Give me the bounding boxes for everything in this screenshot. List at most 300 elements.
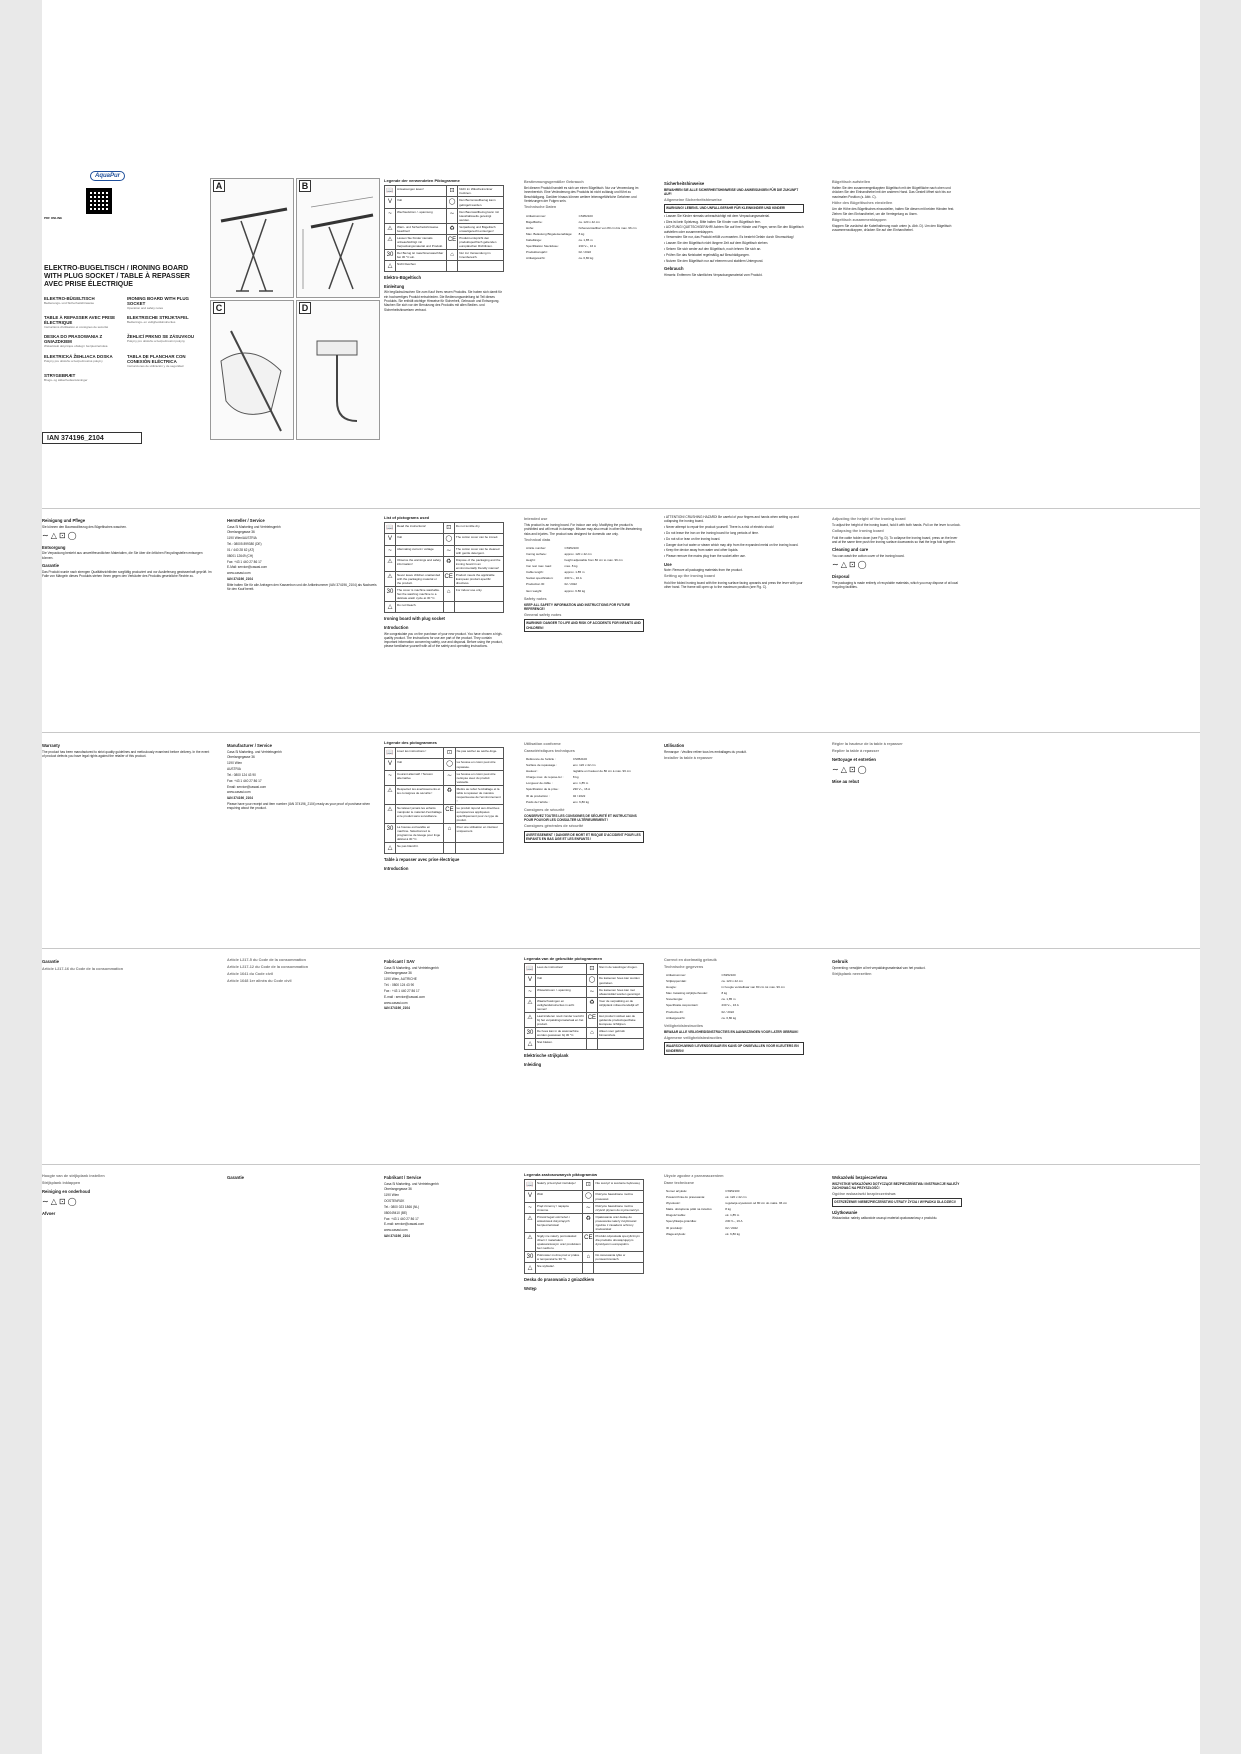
tech-table bbox=[524, 755, 644, 805]
text-line: Voer de verpakking en de strijkplank milieuvriendelijk af! bbox=[598, 997, 644, 1012]
text-line: Der Bezug ist maschinenwaschbar bei 30 °C ein. bbox=[396, 249, 447, 260]
legend-title: Legenda van de gebruikte pictogrammen bbox=[524, 956, 603, 961]
legend-title: Légende des pictogrammes bbox=[384, 740, 437, 745]
text-line: ok. 6,80 kg bbox=[725, 1231, 740, 1236]
qr-code-icon[interactable] bbox=[86, 188, 112, 214]
text-line: 02 / 2022 bbox=[564, 582, 577, 587]
figure-b bbox=[296, 178, 380, 298]
text-line: Read the instructions! bbox=[396, 523, 444, 534]
legend-row bbox=[385, 785, 504, 804]
text-line: Productie-ID: bbox=[666, 1009, 684, 1014]
lang-item-cz bbox=[127, 334, 204, 350]
house-icon: ⌂ bbox=[583, 1252, 594, 1263]
warranty-text: The product has been manufactured to strict quality guidelines and meticulously examined before delivery. In the event of product defects you have legal rights against the retailer of this product. bbox=[42, 749, 210, 758]
legend-row bbox=[385, 523, 504, 534]
text-line: Instructions d'utilisation et consignes de sécurité bbox=[44, 325, 109, 330]
text-line: Wskazówki dotyczące obsługi i bezpieczeństwa bbox=[44, 344, 108, 349]
text-line: • Prüfen Sie das Netzkabel regelmäßig auf Beschädigungen. bbox=[664, 253, 804, 257]
text-line: Casa Si Marketing und Vertriebsgmbh bbox=[227, 524, 281, 529]
safety-warning: AVERTISSEMENT ! DANGER DE MORT ET RISQUE D'ACCIDENT POUR LES ENFANTS EN BAS ÂGE ET LES ENFANTS ! bbox=[524, 831, 644, 844]
text-line: Instrucciones de utilización y de seguridad bbox=[127, 363, 184, 368]
iron-icon: ◯ bbox=[583, 1191, 594, 1202]
ian-number: IAN 374196_2104 bbox=[42, 432, 142, 444]
text-line: 1190 Wien bbox=[384, 1193, 400, 1198]
warning-icon: ⚠ bbox=[525, 997, 536, 1012]
text-line: Lassen Sie Kinder niemals unbeaufsichtigt mit Verpackungsmaterial und Produkt. bbox=[396, 234, 447, 249]
text-line: Lisez les instructions ! bbox=[396, 748, 444, 759]
text-line: Email: service@casasi.com bbox=[227, 784, 267, 789]
section-title: Table à repasser avec prise électrique bbox=[384, 857, 460, 863]
cover-title-block bbox=[44, 265, 204, 293]
ac-icon: ~ bbox=[385, 545, 396, 556]
child-warning-icon: ⚠ bbox=[385, 234, 396, 249]
text-line: Volt bbox=[396, 534, 444, 545]
ironing-board-drawing-icon bbox=[211, 179, 295, 299]
service-title: Hersteller / Service bbox=[227, 518, 265, 523]
text-line: réglable en hauteur de 80 cm à max. 96 cm bbox=[572, 769, 631, 774]
text-line: Article 1641 du Code civil bbox=[227, 972, 274, 977]
care-column-nl bbox=[42, 1172, 212, 1412]
wash-30-icon: 30 bbox=[525, 1252, 536, 1263]
volt-icon: V bbox=[385, 534, 396, 545]
care-column-fr bbox=[832, 740, 962, 940]
disposal-title: Mise au rebut bbox=[832, 778, 859, 784]
disposal-title: Disposal bbox=[832, 573, 850, 579]
legend-en bbox=[384, 515, 504, 725]
text-line: Tel.: 08005 899380 (DE) bbox=[227, 542, 262, 547]
tech-title: Technische Daten bbox=[524, 205, 557, 210]
legend-row bbox=[385, 586, 504, 601]
text-line: E-mail : service@casasi.com bbox=[384, 994, 425, 999]
use-note: Wskazówka: należy całkowicie usunąć materiał opakowaniowy z produktu. bbox=[832, 1216, 938, 1221]
text-line: 230 V~, 16 A bbox=[725, 1219, 743, 1224]
text-line: env. 6,80 kg bbox=[572, 799, 589, 804]
qr-caption-text: PDF ONLINE bbox=[44, 216, 63, 220]
text-line: Snoerlengte: bbox=[666, 997, 684, 1002]
text-line: Operation and safety notes bbox=[127, 306, 164, 311]
service-title: Fabricant / SAV bbox=[384, 959, 415, 964]
no-tumble-dry-icon: ⊡ bbox=[848, 764, 856, 774]
ce-mark-icon: CE bbox=[444, 804, 455, 823]
height-text: Um die Höhe des Bügeltisches einzustellen, halten Sie diesen mit beiden Händen fest. Ziehen Sie den Einhandhebel, um die Verriegelung zu lösen. bbox=[832, 207, 955, 216]
tech-title: Caractéristiques techniques bbox=[524, 749, 575, 754]
row-divider bbox=[42, 732, 1200, 733]
text-line: height adjustable from 80 cm to max. 96 cm bbox=[564, 558, 623, 563]
warranty-title: Warranty bbox=[42, 743, 60, 748]
child-warning-icon: ⚠ bbox=[525, 1012, 536, 1027]
setup-title: Installer la table à repasser bbox=[664, 755, 713, 760]
legend-row bbox=[385, 843, 504, 854]
legend-row bbox=[525, 1039, 644, 1050]
legend-table bbox=[524, 1179, 644, 1274]
text-line: Poids de l'article : bbox=[526, 799, 550, 804]
text-line: Cable length: bbox=[526, 570, 544, 575]
text-line: • Danger due hot water or steam which may drip from the expanded metal on the ironing board. bbox=[664, 543, 804, 547]
safety-title: Sicherheitshinweise bbox=[664, 181, 705, 186]
text-line: De hoes kan in de wasmachine worden gewassen bij 30 °C. bbox=[536, 1027, 587, 1038]
text-line: Height: bbox=[526, 558, 536, 563]
ian-short: IAN 374196_2104 bbox=[384, 1233, 410, 1238]
height-title: Hoogte van de strijkplank instellen bbox=[42, 1174, 105, 1178]
text-line: 1190 Wien bbox=[227, 761, 243, 766]
legend-row bbox=[525, 1263, 644, 1274]
lang-item-pl bbox=[44, 334, 121, 350]
safety-title: Safety notes bbox=[524, 596, 547, 601]
text-line: Wisselstroom / -spanning bbox=[536, 986, 587, 997]
text-line: Pokrycie bawełniane można prasować. bbox=[594, 1191, 644, 1202]
height-text: To adjust the height of the ironing board, hold it with both hands. Pull on the lever to unlock. bbox=[832, 523, 961, 528]
iron-icon: ◯ bbox=[443, 534, 454, 545]
no-tumble-dry-icon: ⊡ bbox=[586, 964, 597, 975]
text-line: • ATTENTION! CRUSHING HAZARD! Be careful of your fingers and hands when setting up and collapsing the ironing board. bbox=[664, 515, 804, 524]
text-line: Waga artykułu: bbox=[666, 1231, 686, 1236]
text-line: IRONING BOARD WITH PLUG SOCKET bbox=[127, 296, 189, 307]
legend-table bbox=[524, 963, 644, 1050]
house-icon: ⌂ bbox=[444, 824, 455, 843]
intro-title: Introduction bbox=[384, 624, 409, 630]
ce-mark-icon: CE bbox=[443, 571, 454, 586]
service-title: Manufacturer / Service bbox=[227, 743, 272, 748]
qr-caption bbox=[42, 216, 72, 224]
text-line: 01 / 440 28 62 (AT) bbox=[227, 547, 255, 552]
text-line: Nigdy nie należy pozostawiać dzieci z materiałem opakowaniowym oraz produktem bez nadzoru. bbox=[537, 1233, 581, 1250]
tech-title: Technical data bbox=[524, 538, 551, 543]
service-column-nl bbox=[384, 1172, 504, 1412]
instruction-sheet bbox=[42, 0, 1200, 1754]
legend-row bbox=[525, 1202, 644, 1213]
care-title: Nettoyage et entretien bbox=[832, 757, 876, 763]
legend-row bbox=[385, 824, 504, 843]
text-line: Le produit répond aux directives européennes appliquées spécifiquement pour ce type de produit. bbox=[455, 804, 503, 823]
legend-row bbox=[385, 804, 504, 823]
legend-row bbox=[385, 545, 504, 556]
text-line: Specyfikacja gniazdka: bbox=[666, 1219, 697, 1224]
text-line: Wolt bbox=[536, 1191, 583, 1202]
text-line: Nie wybielać. bbox=[536, 1263, 583, 1274]
safety-keep: BEWAAR ALLE VEILIGHEIDSINSTRUCTIES EN AANWIJZINGEN VOOR LATER GEBRUIK! bbox=[664, 1029, 799, 1034]
setup-column-de bbox=[832, 178, 962, 498]
text-line: Niet bleken. bbox=[536, 1039, 587, 1050]
tech-table bbox=[664, 971, 804, 1021]
text-line: Wechselstrom / -spannung bbox=[396, 208, 447, 223]
row-divider bbox=[42, 948, 1200, 949]
figure-d bbox=[296, 300, 380, 440]
ce-mark-icon: CE bbox=[446, 234, 457, 249]
figure-a-label: A bbox=[213, 180, 225, 192]
text-line: La housse est lavable en machine. Sélectionnez le programme de lavage pour linge délicat à 30 °C. bbox=[396, 824, 444, 843]
ian-short: IAN 374196_2104 bbox=[227, 796, 253, 801]
text-line: ŽEHLICÍ PRKNO SE ZÁSUVKOU bbox=[127, 334, 195, 340]
legend-row bbox=[385, 208, 504, 223]
legend-row bbox=[525, 1180, 644, 1191]
text-line: Do stosowania tylko w pomieszczeniach. bbox=[594, 1252, 644, 1263]
text-line: Pokyny pre obsluhu a bezpečnostné pokyny bbox=[44, 358, 103, 363]
setup-text: Hold the folded ironing board with the ironing surface facing upwards and press the lever with your other hand. The frame will open up to the maximum position (see Fig. C). bbox=[664, 580, 803, 589]
height-title: Höhe des Bügeltisches einstellen bbox=[832, 201, 893, 206]
clean-text: Sie können den Baumwollbezug des Bügeltisches waschen. bbox=[42, 524, 127, 529]
house-icon: ⌂ bbox=[586, 1027, 597, 1038]
text-line: Lees de instructies! bbox=[536, 964, 587, 975]
text-line: Hauteur : bbox=[526, 769, 539, 774]
use-title: Utilisation bbox=[664, 743, 685, 748]
text-line: Oberlangegasse 36 bbox=[227, 755, 255, 760]
text-line: approx. 1.85 m bbox=[564, 570, 585, 575]
service-title: Fabrikant / Service bbox=[384, 1175, 422, 1180]
text-line: ca. 1,85 m bbox=[721, 997, 736, 1002]
text-line: • Dies ist kein Spielzeug. Bitte halten Sie Kinder vom Bügeltisch fern. bbox=[664, 220, 804, 224]
legend-row bbox=[385, 571, 504, 586]
text-line: Nicht bleichen bbox=[396, 261, 447, 272]
text-line: ca. 120 x 42 cm bbox=[578, 219, 600, 224]
text-line: Ne pas blanchir. bbox=[396, 843, 444, 854]
legend-row bbox=[525, 1027, 644, 1038]
text-line: Przestrzegać ostrzeżeń i wskazówek dotyczących bezpieczeństwa! bbox=[536, 1213, 583, 1232]
no-tumble-dry-icon: ⊡ bbox=[443, 523, 454, 534]
safety-column-en bbox=[664, 515, 804, 725]
text-line: Długość kabla: bbox=[666, 1213, 686, 1218]
wash-icon: ∼ bbox=[832, 560, 839, 570]
safety-general: Algemene veiligheidsinstructies bbox=[664, 1036, 723, 1041]
cover-title: ELEKTRO-BÜGELTISCH / IRONING BOARD WITH PLUG SOCKET / TABLE À REPASSER AVEC PRISE ÉLECTRIQUE bbox=[44, 265, 190, 289]
volt-icon: V bbox=[385, 759, 396, 770]
service-column-de bbox=[227, 515, 377, 725]
text-line: Fax: +43 1 440 27 86 17 bbox=[384, 1216, 419, 1221]
text-line: For indoor use only. bbox=[454, 586, 503, 601]
safety-keep: KEEP ALL SAFETY INFORMATION AND INSTRUCTIONS FOR FUTURE REFERENCE! bbox=[524, 602, 630, 611]
section-title: Ironing board with plug socket bbox=[384, 616, 445, 622]
text-line: Volt bbox=[536, 975, 587, 986]
recycle-icon: ♻ bbox=[446, 223, 457, 234]
care-symbols bbox=[42, 531, 212, 542]
no-bleach-icon: △ bbox=[385, 602, 396, 613]
text-line: 08001 12649 (CH) bbox=[227, 553, 254, 558]
tech-title: Dane techniczne bbox=[664, 1181, 694, 1186]
text-line: CS952100 bbox=[564, 546, 579, 551]
text-line: Alternating current / voltage bbox=[396, 545, 444, 556]
intro-title: Introduction bbox=[384, 866, 409, 872]
legend-row bbox=[525, 986, 644, 997]
iron-icon: ◯ bbox=[67, 1196, 77, 1206]
text-line: Artikelgewicht: bbox=[526, 255, 546, 260]
warning-icon: ⚠ bbox=[385, 785, 396, 804]
text-line: env. 1,85 m bbox=[572, 781, 589, 786]
text-line: Référence de l'article : bbox=[526, 757, 556, 762]
text-line: Do not bleach. bbox=[396, 602, 444, 613]
text-line: Mettre au rebut l'emballage et la table à repasser de manière respectueuse de l'environnement ! bbox=[455, 785, 503, 804]
clean-title: Reinigung und Pflege bbox=[42, 518, 86, 523]
text-line: • Do not sit or lean on the ironing board. bbox=[664, 537, 804, 541]
text-line: ca. 6,80 kg bbox=[578, 255, 594, 260]
lang-item-de bbox=[44, 296, 121, 312]
text-line: www.casasi.com bbox=[227, 571, 251, 576]
tech-title: Technische gegevens bbox=[664, 965, 704, 970]
text-line: Produkt odpowiada specyficznym dla produktu obowiązującym dyrektywom europejskim. bbox=[594, 1232, 644, 1251]
safety-keep: WSZYSTKIE WSKAZÓWKI DOTYCZĄCE BEZPIECZEŃSTWA I INSTRUKCJE NALEŻY ZACHOWAĆ NA PRZYSZŁOŚĆ! bbox=[832, 1181, 960, 1190]
wash-30-icon: 30 bbox=[525, 1027, 536, 1038]
text-line: Oberlangegasse 36 bbox=[384, 1187, 412, 1192]
safety-general: Ogólne wskazówki bezpieczeństwa bbox=[832, 1192, 896, 1197]
child-warning-icon: ⚠ bbox=[385, 804, 396, 823]
text-line: Socket specification: bbox=[526, 576, 554, 581]
text-line: Article L217-5 du Code de la consommation bbox=[227, 958, 306, 962]
ac-icon: ~ bbox=[525, 1202, 536, 1213]
text-line: • Setzen Sie sich weder auf den Bügeltisch, noch lehnen Sie sich an. bbox=[664, 247, 804, 251]
section-title: Elektrische strijkplank bbox=[524, 1053, 569, 1059]
legend-title: Legende der verwendeten Piktogramme bbox=[384, 178, 460, 183]
text-line: 02 / 2022 bbox=[572, 793, 586, 798]
legend-row bbox=[525, 1232, 644, 1251]
safety-warning: WAARSCHUWING! LEVENSGEVAAR EN KANS OP ONGEVALLEN VOOR KLEUTERS EN KINDEREN! bbox=[664, 1042, 804, 1055]
purpose-title: Bestimmungsgemäßer Gebrauch bbox=[524, 180, 584, 184]
text-line: Respectez les avertissements et les consignes de sécurité ! bbox=[396, 785, 444, 804]
text-line: Prąd zmienny / napięcie zmienne bbox=[536, 1202, 583, 1213]
text-line: Produktionsjahr: bbox=[526, 249, 548, 254]
text-line: 1190 Wien, AUTRICHE bbox=[384, 977, 417, 982]
text-line: Laat kinderen nooit zonder toezicht bij het verpakkingsmateriaal en het product. bbox=[536, 1012, 587, 1027]
lang-item-fr bbox=[44, 315, 121, 331]
text-line: Produkt entspricht den produktspezifisch geltenden europäischen Richtlinien. bbox=[458, 234, 504, 249]
text-line: • Never attempt to repair the product yourself. There is a risk of electric shock! bbox=[664, 525, 804, 529]
text-line: Casa Si Marketing- und Vertriebsgmbh bbox=[384, 965, 439, 970]
legend-row bbox=[385, 197, 504, 208]
section-title: Elektro-Bügeltisch bbox=[384, 275, 421, 281]
text-line: Article number: bbox=[526, 546, 547, 551]
text-line: • Lassen Sie Kinder niemals unbeaufsichtigt mit dem Verpackungsmaterial. bbox=[664, 214, 804, 218]
ian-note: Please have your receipt and item number (IAN 374196_2104) ready as your proof of purchase when enquiring about the product. bbox=[227, 801, 370, 811]
use-title: Gebrauch bbox=[664, 266, 684, 272]
service-column-en bbox=[227, 740, 377, 940]
wash-icon: ∼ bbox=[42, 530, 49, 540]
text-line: 02 / 2022 bbox=[578, 249, 592, 254]
intro-title: Wstęp bbox=[524, 1285, 537, 1291]
safety-warning: WARNUNG! LEBENS- UND UNFALLGEFAHR FÜR KLEINKINDER UND KINDER! bbox=[664, 204, 804, 212]
lang-item-en bbox=[127, 296, 204, 312]
disposal-title: Afvoer bbox=[42, 1210, 56, 1216]
text-line: Alleen voor gebruik binnenshuis. bbox=[598, 1027, 644, 1038]
text-line: Longueur de câble : bbox=[526, 781, 553, 786]
text-line: • Do not leave the iron on the ironing board for long periods of time. bbox=[664, 531, 804, 535]
legend-row bbox=[525, 1213, 644, 1232]
legend-row bbox=[525, 1191, 644, 1202]
legend-row bbox=[385, 748, 504, 759]
brand-logo: AquaPur bbox=[90, 171, 125, 181]
use-title: Użytkowanie bbox=[832, 1209, 858, 1215]
text-line: Ironing surface: bbox=[526, 552, 547, 557]
text-line: Anweisungen lesen! bbox=[396, 186, 447, 197]
legend-table bbox=[384, 747, 504, 854]
book-icon: 📖 bbox=[525, 964, 536, 975]
legend-row bbox=[385, 770, 504, 785]
wash-icon: ∼ bbox=[586, 986, 597, 997]
text-line: • Please remove the mains plug from the socket after use. bbox=[664, 554, 804, 558]
text-line: The cover is machine washable. Set the washing machine to a delicate wash cycle at 30 °C. bbox=[396, 586, 444, 601]
text-line: DESKA DO PRASOWANIA Z GNIAZDKIEM bbox=[44, 334, 103, 345]
text-line: 230 V~, 16 A bbox=[564, 576, 582, 581]
text-line: Artikelnummer: bbox=[666, 973, 687, 978]
text-line: E-Mail: service@casasi.com bbox=[227, 565, 268, 570]
no-bleach-icon: △ bbox=[50, 530, 57, 540]
text-line: ca. 120 x 42 cm bbox=[721, 979, 743, 984]
iron-icon: ◯ bbox=[857, 560, 867, 570]
safety-column-de bbox=[664, 178, 804, 498]
text-line: AUSTRIA bbox=[227, 767, 241, 772]
legend-row bbox=[385, 249, 504, 260]
legend-table bbox=[384, 185, 504, 272]
text-line: Brugs- og sikkerhedsanvisninger bbox=[44, 377, 88, 382]
wash-icon: ∼ bbox=[446, 208, 457, 223]
figure-c bbox=[210, 300, 294, 440]
tech-table bbox=[664, 1187, 804, 1237]
text-line: approx. 6.80 kg bbox=[564, 588, 586, 593]
text-line: ELEKTRO-BÜGELTISCH bbox=[44, 296, 95, 301]
text-line: max. 8 kg bbox=[564, 564, 578, 569]
text-line: Tel.: 0800 124 43 90 bbox=[227, 772, 256, 777]
no-tumble-dry-icon: ⊡ bbox=[848, 560, 856, 570]
legend-row bbox=[385, 759, 504, 770]
text-line: Bedienings- en veiligheidsinstructies bbox=[127, 320, 176, 325]
articles-column-fr bbox=[227, 956, 377, 1156]
collapse-text: Fold the cable holder down (see Fig. D). To collapse the ironing board, press on the lever and at the same time push the ironing surface downwards so that the legs fold together. bbox=[832, 535, 958, 544]
text-line: Spécification de la prise : bbox=[526, 787, 560, 792]
legend-row bbox=[525, 975, 644, 986]
text-line: Volt bbox=[396, 759, 444, 770]
text-line: 8 kg bbox=[572, 775, 579, 780]
care-symbols bbox=[42, 1197, 212, 1208]
section-title: Deska do prasowania z gniazdkiem bbox=[524, 1277, 595, 1283]
purpose-column-nl bbox=[664, 956, 804, 1156]
no-bleach-icon: △ bbox=[525, 1039, 536, 1050]
text-line: Ne pas sécher au sèche-linge. bbox=[455, 748, 503, 759]
care-text: You can wash the cotton cover of the ironing board. bbox=[832, 553, 905, 558]
text-line: Article L217-12 du Code de la consommation bbox=[227, 965, 309, 970]
purpose-title: Użycie zgodne z przeznaczeniem bbox=[664, 1174, 724, 1178]
purpose-column-en bbox=[524, 515, 644, 725]
care-symbols bbox=[832, 560, 962, 571]
no-bleach-icon: △ bbox=[840, 560, 847, 570]
text-line: Specificatie stopcontact: bbox=[666, 1003, 699, 1008]
text-line: env. 120 x 42 cm bbox=[572, 763, 596, 768]
volt-icon: V bbox=[385, 197, 396, 208]
warranty-text: Das Produkt wurde nach strengen Qualitätsrichtlinien sorgfältig produziert und vor Auslieferung gewissenhaft geprüft. Im Falle von Mängeln dieses Produkts stehen Ihnen gegen den Verkäufer des Produkts gesetzliche Rechte zu. bbox=[42, 569, 212, 579]
text-line: 02 / 2022 bbox=[725, 1225, 738, 1230]
text-line: Pour une utilisation en intérieur uniquement. bbox=[455, 824, 503, 843]
text-line: Verpackung und Bügeltisch umweltgerecht entsorgen! bbox=[458, 223, 504, 234]
intro-title: Inleiding bbox=[524, 1061, 542, 1067]
purpose-text: Bei diesem Produkt handelt es sich um einen Bügeltisch. Nur zur Verwendung im Innenbereich. Eine Veränderung des Produkts ist nicht zulässig und führt zu Beschädigung. Darüber hinaus können weitere lebensgefährliche Gefahren und Verletzungen der Folgen sein. bbox=[524, 186, 639, 204]
disposal-title: Entsorgung bbox=[42, 544, 66, 550]
ian-short: IAN 374196_2104 bbox=[227, 576, 253, 581]
text-line: Oberlangegasse 36 bbox=[227, 530, 255, 535]
text-line: ok. 120 x 42 cm bbox=[725, 1195, 747, 1200]
text-line: approx. 120 x 42 cm bbox=[564, 552, 592, 557]
text-line: Hoogte: bbox=[666, 985, 677, 990]
text-line: regulacja wysokości od 80 cm do maks. 96 cm bbox=[725, 1201, 788, 1206]
ian-short: IAN 374196_2104 bbox=[384, 1006, 410, 1011]
legend-pl bbox=[524, 1172, 644, 1412]
legend-row bbox=[525, 1012, 644, 1027]
text-line: • Keep the device away from water and other liquids. bbox=[664, 548, 804, 552]
wash-30-icon: 30 bbox=[385, 249, 396, 260]
text-line: Production ID: bbox=[526, 582, 546, 587]
no-tumble-dry-icon: ⊡ bbox=[58, 1196, 66, 1206]
iron-icon: ◯ bbox=[446, 197, 457, 208]
text-line: Nie suszyć w suszarce bębnowej. bbox=[594, 1180, 644, 1191]
book-icon: 📖 bbox=[385, 748, 396, 759]
text-line: La housse en coton peut être repassée. bbox=[455, 759, 503, 770]
use-column-fr bbox=[664, 740, 804, 940]
child-warning-icon: ⚠ bbox=[385, 571, 396, 586]
legend-row bbox=[525, 1252, 644, 1263]
